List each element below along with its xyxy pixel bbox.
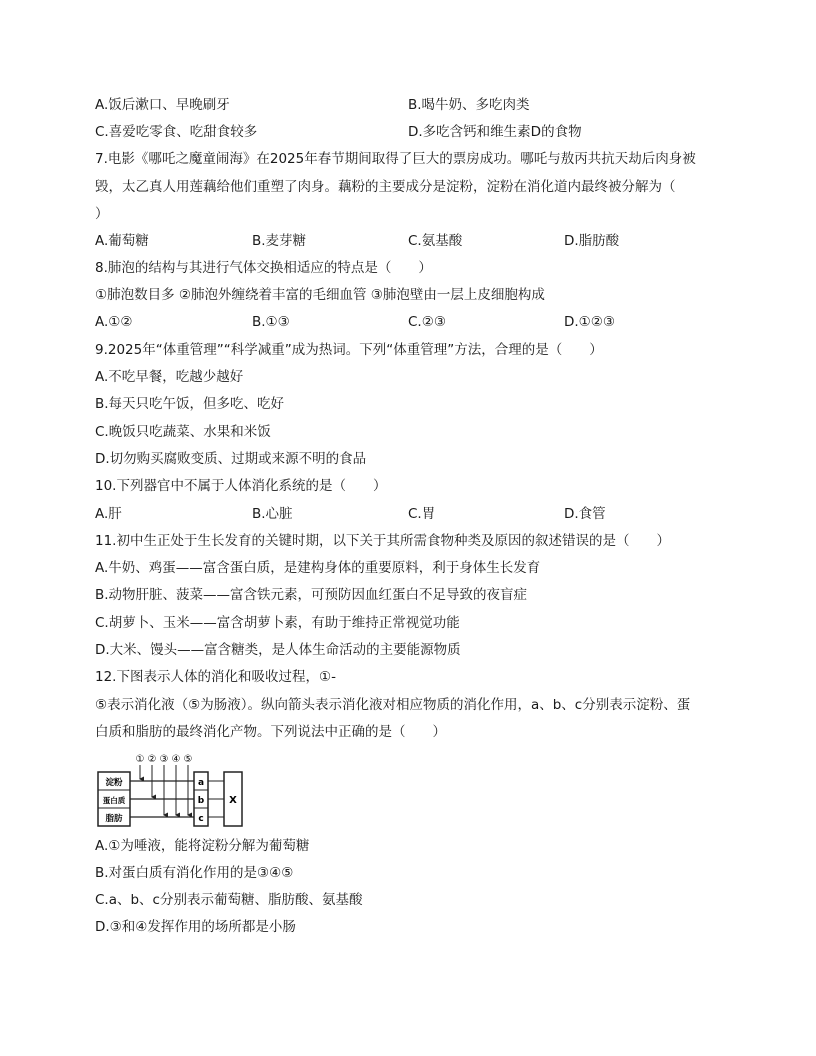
q8-option-c: C.②③	[408, 314, 446, 330]
q7-stem-line-2: 毁，太乙真人用莲藕给他们重塑了肉身。藕粉的主要成分是淀粉，淀粉在消化道内最终被分解为（	[95, 179, 676, 195]
substance-starch: 淀粉	[105, 778, 123, 788]
q8-stem: 8.肺泡的结构与其进行气体交换相适应的特点是（ ）	[95, 260, 432, 276]
product-c: c	[198, 814, 204, 824]
q9-option-d: D.切勿购买腐败变质、过期或来源不明的食品	[95, 451, 367, 467]
fluid-label-5: ⑤	[183, 754, 193, 765]
q10-stem: 10.下列器官中不属于人体消化系统的是（ ）	[95, 478, 387, 494]
q12-option-a: A.①为唾液，能将淀粉分解为葡萄糖	[95, 838, 310, 854]
q10-option-a: A.肝	[95, 506, 122, 522]
q7-option-b: B.麦芽糖	[252, 233, 307, 249]
q11-option-d: D.大米、馒头——富含糖类，是人体生命活动的主要能源物质	[95, 642, 461, 658]
substance-protein: 蛋白质	[102, 796, 126, 805]
q12-stem-line-1: 12.下图表示人体的消化和吸收过程，①-	[95, 669, 336, 685]
q12-option-c: C.a、b、c分别表示葡萄糖、脂肪酸、氨基酸	[95, 892, 363, 908]
q11-option-b: B.动物肝脏、菠菜——富含铁元素，可预防因血红蛋白不足导致的夜盲症	[95, 587, 528, 603]
q7-option-a: A.葡萄糖	[95, 233, 149, 249]
absorption-label: X	[229, 795, 237, 806]
q6-option-c: C.喜爱吃零食、吃甜食较多	[95, 124, 258, 140]
q7-stem-line-3: ）	[95, 206, 109, 222]
q6-option-b: B.喝牛奶、多吃肉类	[408, 97, 530, 113]
q12-stem-line-2: ⑤表示消化液（⑤为肠液）。纵向箭头表示消化液对相应物质的消化作用，a、b、c分别表示淀粉、蛋	[95, 697, 691, 713]
q11-option-c: C.胡萝卜、玉米——富含胡萝卜素，有助于维持正常视觉功能	[95, 615, 460, 631]
product-a: a	[197, 778, 205, 788]
q8-option-d: D.①②③	[564, 314, 615, 330]
digestion-diagram	[96, 750, 246, 830]
q8-statements: ①肺泡数目多 ②肺泡外缠绕着丰富的毛细血管 ③肺泡壁由一层上皮细胞构成	[95, 287, 545, 303]
fluid-label-4: ④	[171, 754, 181, 765]
q12-option-b: B.对蛋白质有消化作用的是③④⑤	[95, 865, 294, 881]
substance-fat: 脂肪	[105, 814, 123, 824]
q10-option-c: C.胃	[408, 506, 436, 522]
q8-option-a: A.①②	[95, 314, 133, 330]
fluid-label-2: ②	[147, 754, 157, 765]
q6-option-a: A.饭后漱口、早晚刷牙	[95, 97, 230, 113]
q7-option-d: D.脂肪酸	[564, 233, 620, 249]
q12-option-d: D.③和④发挥作用的场所都是小肠	[95, 919, 296, 935]
q10-option-b: B.心脏	[252, 506, 293, 522]
q9-stem: 9.2025年“体重管理”“科学减重”成为热词。下列“体重管理”方法，合理的是（ ）	[95, 342, 603, 358]
q9-option-c: C.晚饭只吃蔬菜、水果和米饭	[95, 424, 271, 440]
q7-option-c: C.氨基酸	[408, 233, 463, 249]
fluid-label-1: ①	[135, 754, 145, 765]
q9-option-a: A.不吃早餐，吃越少越好	[95, 369, 244, 385]
q9-option-b: B.每天只吃午饭，但多吃、吃好	[95, 396, 285, 412]
q10-option-d: D.食管	[564, 506, 606, 522]
fluid-label-3: ③	[159, 754, 169, 765]
product-b: b	[197, 796, 205, 806]
q8-option-b: B.①③	[252, 314, 290, 330]
q11-option-a: A.牛奶、鸡蛋——富含蛋白质，是建构身体的重要原料，利于身体生长发育	[95, 560, 541, 576]
q12-stem-line-3: 白质和脂肪的最终消化产物。下列说法中正确的是（ ）	[95, 724, 446, 740]
q7-stem-line-1: 7.电影《哪吒之魔童闹海》在2025年春节期间取得了巨大的票房成功。哪吒与敖丙共抗天劫后肉身被	[95, 151, 696, 167]
q6-option-d: D.多吃含钙和维生素D的食物	[408, 124, 582, 140]
q11-stem: 11.初中生正处于生长发育的关键时期，以下关于其所需食物种类及原因的叙述错误的是（ ）	[95, 533, 670, 549]
